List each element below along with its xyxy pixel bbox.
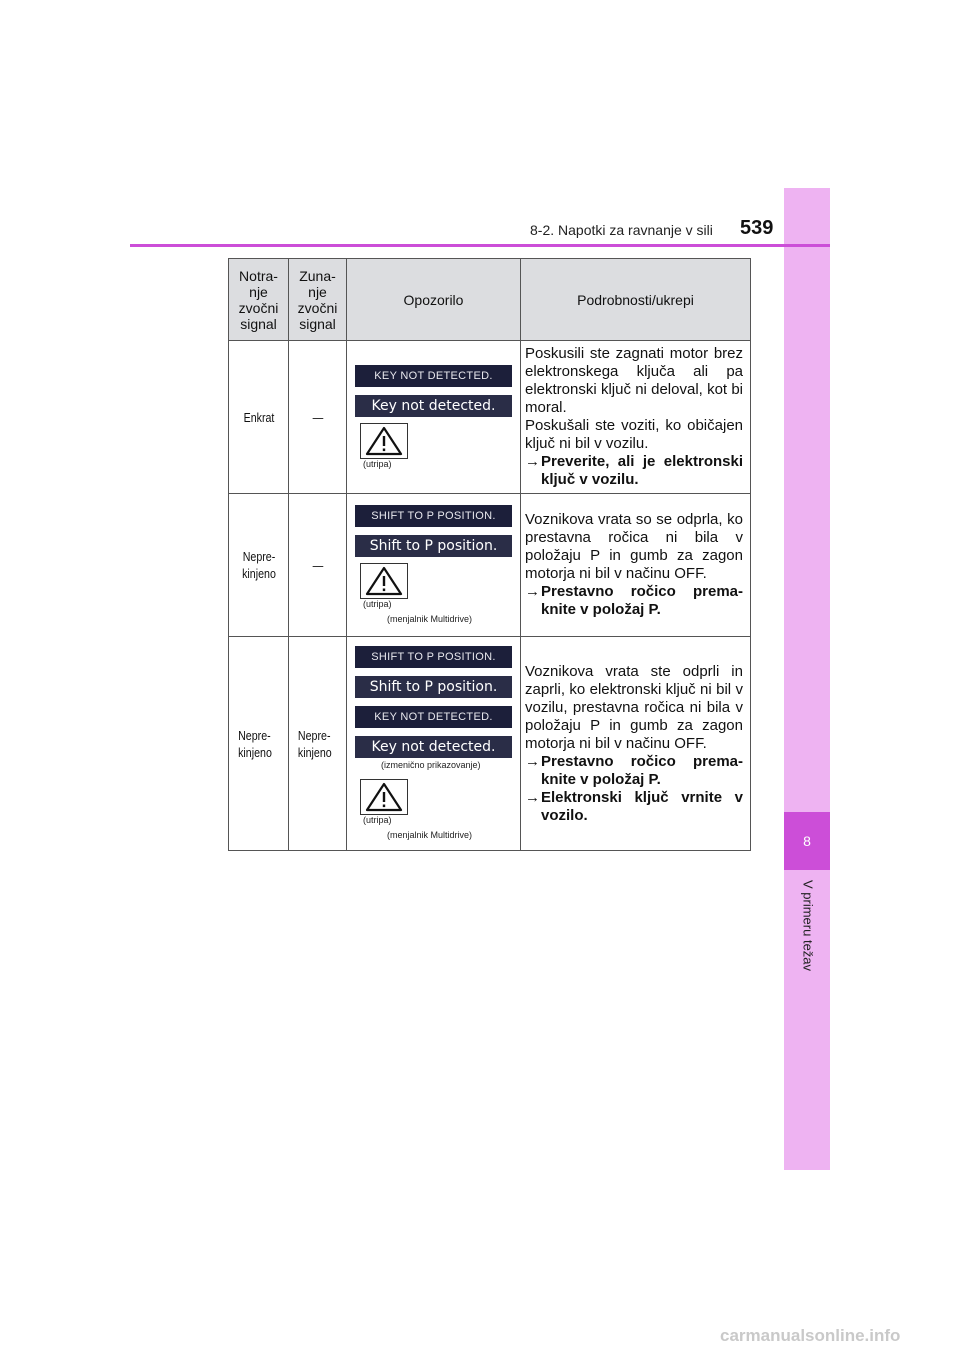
table-row xyxy=(229,494,751,637)
action-item: → Prestavno ročico prema-knite v položaj P. xyxy=(525,583,743,618)
external-buzzer-cell: — xyxy=(294,341,342,494)
display-message-lower: Shift to P position. xyxy=(355,535,512,557)
watermark: carmanualsonline.info xyxy=(720,1326,901,1345)
display-message-key-upper: KEY NOT DETECTED. xyxy=(355,706,512,728)
external-buzzer-cell: Nepre- kinjeno xyxy=(294,637,342,851)
header-internal-buzzer: Notra- nje zvočni signal xyxy=(229,259,289,341)
internal-buzzer-cell: Nepre- kinjeno xyxy=(234,637,283,851)
transmission-caption: (menjalnik Multidrive) xyxy=(387,830,473,840)
page-number: 539 xyxy=(740,217,774,239)
action-item: → Prestavno ročico prema-knite v položaj P. xyxy=(525,752,743,788)
header-rule xyxy=(130,244,830,247)
chapter-tab xyxy=(784,812,830,870)
external-buzzer-cell: — xyxy=(294,494,342,637)
arrow-icon: → xyxy=(525,453,540,470)
warning-triangle-icon xyxy=(360,423,408,459)
warning-triangle-icon xyxy=(360,779,408,815)
display-message-lower: Key not detected. xyxy=(355,395,512,417)
internal-buzzer-cell: Enkrat xyxy=(234,341,283,494)
warning-triangle-icon xyxy=(360,563,408,599)
warning-cell xyxy=(347,341,521,494)
arrow-icon: → xyxy=(525,788,540,806)
side-strip xyxy=(784,188,830,1170)
warning-table xyxy=(228,258,751,851)
header-external-buzzer: Zuna- nje zvočni signal xyxy=(289,259,347,341)
display-message-key-lower: Key not detected. xyxy=(355,736,512,758)
chapter-label: V primeru težav xyxy=(800,880,816,972)
table-row xyxy=(229,637,751,851)
details-cell: Voznikova vrata so se odprla, ko prestavna ročica ni bila v položaju P in gumb za zagon motorja ni bil v načinu OFF. → Prestavno ročico prema-knite v položaj P. xyxy=(521,494,751,637)
display-message-shift-lower: Shift to P position. xyxy=(355,676,512,698)
action-item: → Elektronski ključ vrnite v vozilo. xyxy=(525,788,743,824)
display-message-upper: SHIFT TO P POSITION. xyxy=(355,505,512,527)
warning-cell xyxy=(347,637,521,851)
icon-caption: (utripa) xyxy=(363,815,392,825)
warning-cell xyxy=(347,494,521,637)
icon-caption: (utripa) xyxy=(363,458,392,469)
section-title: 8-2. Napotki za ravnanje v sili xyxy=(530,222,713,238)
details-cell: Voznikova vrata ste odprli in zaprli, ko elektronski ključ ni bil v vozilu, prestavna ročica ni bila v položaju P in gumb za zagon motorja ni bil v načinu OFF. → Prestavno ročico prema-knite v položaj P. → Elektronski ključ vrnite v vozilo. xyxy=(521,637,751,851)
icon-caption: (utripa) xyxy=(363,599,392,609)
alternate-caption: (izmenično prikazovanje) xyxy=(381,760,481,770)
chapter-number: 8 xyxy=(803,833,811,849)
header-warning: Opozorilo xyxy=(347,259,521,341)
table-header-row xyxy=(229,259,751,341)
transmission-caption: (menjalnik Multidrive) xyxy=(387,614,473,624)
header-details: Podrobnosti/ukrepi xyxy=(521,259,751,341)
table-row xyxy=(229,341,751,494)
internal-buzzer-cell: Nepre- kinjeno xyxy=(234,494,283,637)
action-item: → Preverite, ali je elektronski ključ v vozilu. xyxy=(525,453,743,488)
details-cell: Poskusili ste zagnati motor brez elektronskega ključa ali pa elektronski ključ ni deloval, kot bi moral. Poskušali ste voziti, ko običajen ključ ni bil v vozilu. → Preverite, ali je elektronski ključ v vozilu. xyxy=(521,341,751,494)
display-message-shift-upper: SHIFT TO P POSITION. xyxy=(355,646,512,668)
arrow-icon: → xyxy=(525,583,540,600)
display-message-upper: KEY NOT DETECTED. xyxy=(355,365,512,387)
arrow-icon: → xyxy=(525,752,540,770)
